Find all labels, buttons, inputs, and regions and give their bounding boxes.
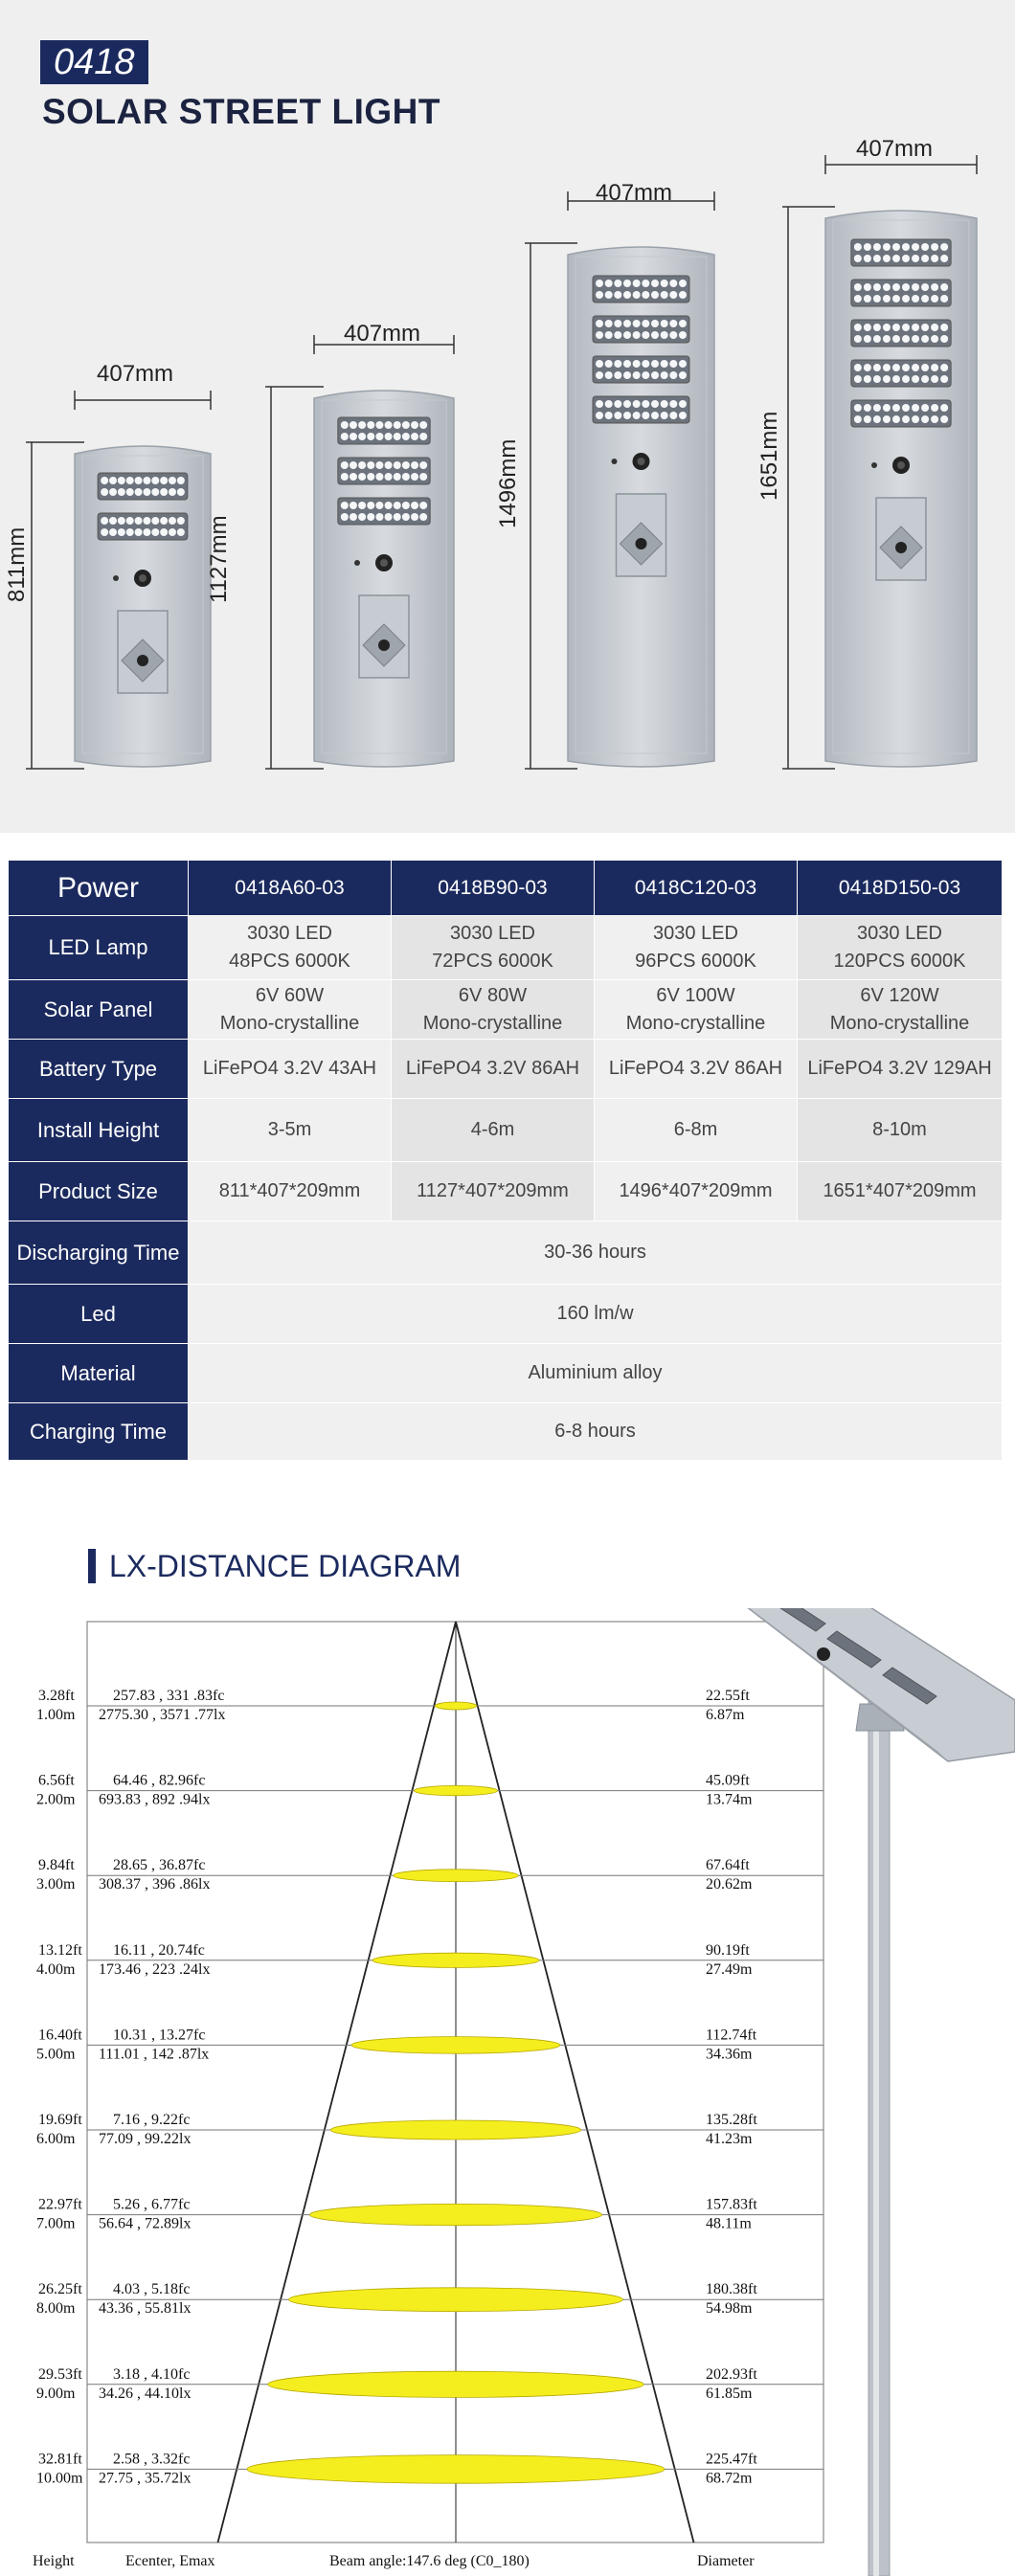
height-m-label: 6.00m bbox=[36, 2131, 76, 2147]
height-m-label: 4.00m bbox=[36, 1960, 76, 1978]
illuminance-lx-label: 77.09 , 99.22lx bbox=[99, 2131, 192, 2147]
table-cell: 811*407*209mm bbox=[189, 1162, 392, 1221]
diameter-ft-label: 157.83ft bbox=[706, 2196, 757, 2213]
footer-beam-angle-label: Beam angle:147.6 deg (C0_180) bbox=[329, 2553, 530, 2569]
row-label: LED Lamp bbox=[9, 916, 189, 980]
table-cell: 6-8m bbox=[595, 1099, 798, 1162]
diameter-ft-label: 45.09ft bbox=[706, 1772, 750, 1789]
table-row bbox=[9, 1221, 1003, 1285]
table-cell-shared: 6-8 hours bbox=[189, 1403, 1003, 1461]
model-header: 0418A60-03 bbox=[189, 861, 392, 916]
height-m-label: 2.00m bbox=[36, 1791, 76, 1808]
illuminance-lx-label: 27.75 , 35.72lx bbox=[99, 2470, 192, 2487]
illuminance-lx-label: 308.37 , 396 .86lx bbox=[99, 1876, 211, 1893]
light-3-height-label: 1496mm bbox=[495, 438, 521, 528]
diameter-m-label: 68.72m bbox=[706, 2470, 753, 2487]
beam-ellipse bbox=[351, 2037, 560, 2054]
beam-edge-right bbox=[456, 1622, 694, 2542]
table-cell: 3030 LED 96PCS 6000K bbox=[595, 916, 798, 980]
model-header: 0418C120-03 bbox=[595, 861, 798, 916]
table-cell-shared: 30-36 hours bbox=[189, 1221, 1003, 1285]
model-code-badge: 0418 bbox=[40, 40, 148, 84]
table-cell: 1651*407*209mm bbox=[798, 1162, 1003, 1221]
height-m-label: 5.00m bbox=[36, 2046, 76, 2063]
solar-light-3 bbox=[525, 191, 714, 769]
table-cell: 6V 60W Mono-crystalline bbox=[189, 980, 392, 1040]
illuminance-fc-label: 10.31 , 13.27fc bbox=[113, 2027, 206, 2044]
beam-ellipse bbox=[309, 2204, 601, 2225]
row-label: Solar Panel bbox=[9, 980, 189, 1040]
illuminance-fc-label: 2.58 , 3.32fc bbox=[113, 2451, 191, 2468]
illuminance-fc-label: 28.65 , 36.87fc bbox=[113, 1857, 206, 1874]
table-cell: 3030 LED 72PCS 6000K bbox=[392, 916, 595, 980]
height-ft-label: 13.12ft bbox=[38, 1941, 82, 1959]
illuminance-lx-label: 56.64 , 72.89lx bbox=[99, 2215, 192, 2232]
row-label: Led bbox=[9, 1285, 189, 1344]
illuminance-lx-label: 34.26 , 44.10lx bbox=[99, 2385, 192, 2402]
diameter-ft-label: 112.74ft bbox=[706, 2027, 757, 2044]
height-m-label: 3.00m bbox=[36, 1876, 76, 1893]
table-row bbox=[9, 1344, 1003, 1403]
diameter-m-label: 13.74m bbox=[706, 1791, 753, 1808]
illuminance-fc-label: 7.16 , 9.22fc bbox=[113, 2112, 191, 2128]
beam-ellipse bbox=[435, 1702, 476, 1710]
table-cell: 3-5m bbox=[189, 1099, 392, 1162]
light-2-width-label: 407mm bbox=[344, 321, 421, 347]
diameter-m-label: 48.11m bbox=[706, 2215, 752, 2232]
footer-diameter-label: Diameter bbox=[697, 2553, 755, 2569]
table-row bbox=[9, 916, 1003, 980]
diameter-ft-label: 67.64ft bbox=[706, 1857, 750, 1874]
beam-edge-left bbox=[217, 1622, 456, 2542]
solar-light-1 bbox=[26, 391, 211, 769]
illuminance-fc-label: 5.26 , 6.77fc bbox=[113, 2196, 191, 2213]
lx-section-title: LX-DISTANCE DIAGRAM bbox=[109, 1549, 462, 1583]
light-3-width-label: 407mm bbox=[596, 180, 673, 206]
height-ft-label: 3.28ft bbox=[38, 1688, 75, 1704]
illuminance-fc-label: 257.83 , 331 .83fc bbox=[113, 1688, 225, 1704]
table-cell: 1496*407*209mm bbox=[595, 1162, 798, 1221]
diameter-ft-label: 202.93ft bbox=[706, 2365, 757, 2383]
beam-ellipse bbox=[415, 1785, 498, 1795]
diameter-m-label: 20.62m bbox=[706, 1876, 753, 1893]
diameter-ft-label: 225.47ft bbox=[706, 2451, 757, 2468]
table-cell: LiFePO4 3.2V 86AH bbox=[392, 1040, 595, 1099]
illuminance-fc-label: 4.03 , 5.18fc bbox=[113, 2281, 191, 2298]
height-ft-label: 9.84ft bbox=[38, 1857, 75, 1874]
row-label: Material bbox=[9, 1344, 189, 1403]
height-ft-label: 32.81ft bbox=[38, 2451, 82, 2468]
table-row bbox=[9, 1099, 1003, 1162]
beam-ellipse bbox=[372, 1953, 539, 1967]
table-cell-shared: Aluminium alloy bbox=[189, 1344, 1003, 1403]
model-header: 0418B90-03 bbox=[392, 861, 595, 916]
height-ft-label: 19.69ft bbox=[38, 2112, 82, 2128]
illuminance-fc-label: 3.18 , 4.10fc bbox=[113, 2365, 191, 2383]
light-1-height-label: 811mm bbox=[4, 526, 30, 602]
lx-distance-diagram bbox=[0, 1608, 1015, 2576]
table-row bbox=[9, 1040, 1003, 1099]
height-m-label: 8.00m bbox=[36, 2300, 76, 2318]
table-header-row bbox=[9, 861, 1003, 916]
footer-ecenter-label: Ecenter, Emax bbox=[125, 2553, 215, 2569]
row-label: Install Height bbox=[9, 1099, 189, 1162]
beam-ellipse bbox=[247, 2455, 665, 2484]
table-cell: 6V 80W Mono-crystalline bbox=[392, 980, 595, 1040]
table-cell: 1127*407*209mm bbox=[392, 1162, 595, 1221]
diameter-m-label: 41.23m bbox=[706, 2131, 753, 2147]
beam-ellipse bbox=[268, 2371, 643, 2397]
diameter-m-label: 27.49m bbox=[706, 1960, 753, 1978]
diameter-ft-label: 22.55ft bbox=[706, 1688, 750, 1704]
beam-ellipse bbox=[394, 1870, 519, 1882]
diameter-m-label: 34.36m bbox=[706, 2046, 753, 2063]
table-row bbox=[9, 980, 1003, 1040]
table-cell: LiFePO4 3.2V 129AH bbox=[798, 1040, 1003, 1099]
height-m-label: 7.00m bbox=[36, 2215, 76, 2232]
table-corner-label: Power bbox=[9, 861, 189, 916]
table-cell: 6V 120W Mono-crystalline bbox=[798, 980, 1003, 1040]
height-ft-label: 26.25ft bbox=[38, 2281, 82, 2298]
light-4-width-label: 407mm bbox=[856, 136, 934, 162]
table-cell: 6V 100W Mono-crystalline bbox=[595, 980, 798, 1040]
row-label: Product Size bbox=[9, 1162, 189, 1221]
solar-light-4 bbox=[782, 155, 977, 769]
beam-ellipse bbox=[330, 2120, 580, 2139]
table-row bbox=[9, 1285, 1003, 1344]
illuminance-fc-label: 16.11 , 20.74fc bbox=[113, 1941, 205, 1959]
light-4-height-label: 1651mm bbox=[756, 411, 782, 501]
product-dimension-section bbox=[0, 0, 1015, 833]
table-cell: LiFePO4 3.2V 86AH bbox=[595, 1040, 798, 1099]
diameter-ft-label: 180.38ft bbox=[706, 2281, 757, 2298]
height-ft-label: 6.56ft bbox=[38, 1772, 75, 1789]
lights-illustration bbox=[0, 0, 1015, 833]
illuminance-lx-label: 111.01 , 142 .87lx bbox=[99, 2046, 210, 2063]
section-accent-bar bbox=[88, 1549, 96, 1583]
page-title: SOLAR STREET LIGHT bbox=[42, 92, 440, 131]
table-row bbox=[9, 1162, 1003, 1221]
table-cell: 8-10m bbox=[798, 1099, 1003, 1162]
row-label: Discharging Time bbox=[9, 1221, 189, 1285]
footer-height-label: Height bbox=[33, 2553, 75, 2569]
height-ft-label: 29.53ft bbox=[38, 2365, 82, 2383]
diameter-m-label: 61.85m bbox=[706, 2385, 753, 2402]
diameter-ft-label: 135.28ft bbox=[706, 2112, 757, 2128]
spec-table bbox=[8, 860, 1003, 1461]
diameter-m-label: 6.87m bbox=[706, 1707, 745, 1723]
illuminance-lx-label: 2775.30 , 3571 .77lx bbox=[99, 1707, 226, 1723]
table-cell: 3030 LED 120PCS 6000K bbox=[798, 916, 1003, 980]
beam-ellipse bbox=[289, 2288, 623, 2312]
illuminance-lx-label: 173.46 , 223 .24lx bbox=[99, 1960, 211, 1978]
height-m-label: 1.00m bbox=[36, 1707, 76, 1723]
height-ft-label: 16.40ft bbox=[38, 2027, 82, 2044]
row-label: Battery Type bbox=[9, 1040, 189, 1099]
table-cell: 3030 LED 48PCS 6000K bbox=[189, 916, 392, 980]
light-1-width-label: 407mm bbox=[97, 361, 174, 387]
illuminance-fc-label: 64.46 , 82.96fc bbox=[113, 1772, 206, 1789]
table-cell: 4-6m bbox=[392, 1099, 595, 1162]
diameter-ft-label: 90.19ft bbox=[706, 1941, 750, 1959]
height-m-label: 10.00m bbox=[36, 2470, 83, 2487]
table-cell-shared: 160 lm/w bbox=[189, 1285, 1003, 1344]
table-cell: LiFePO4 3.2V 43AH bbox=[189, 1040, 392, 1099]
row-label: Charging Time bbox=[9, 1403, 189, 1461]
model-header: 0418D150-03 bbox=[798, 861, 1003, 916]
street-light-pole-illustration bbox=[594, 1608, 1015, 2576]
height-ft-label: 22.97ft bbox=[38, 2196, 82, 2213]
diameter-m-label: 54.98m bbox=[706, 2300, 753, 2318]
light-2-height-label: 1127mm bbox=[206, 515, 232, 603]
illuminance-lx-label: 693.83 , 892 .94lx bbox=[99, 1791, 211, 1808]
illuminance-lx-label: 43.36 , 55.81lx bbox=[99, 2300, 192, 2318]
solar-light-2 bbox=[265, 335, 454, 769]
table-row bbox=[9, 1403, 1003, 1461]
height-m-label: 9.00m bbox=[36, 2385, 76, 2402]
